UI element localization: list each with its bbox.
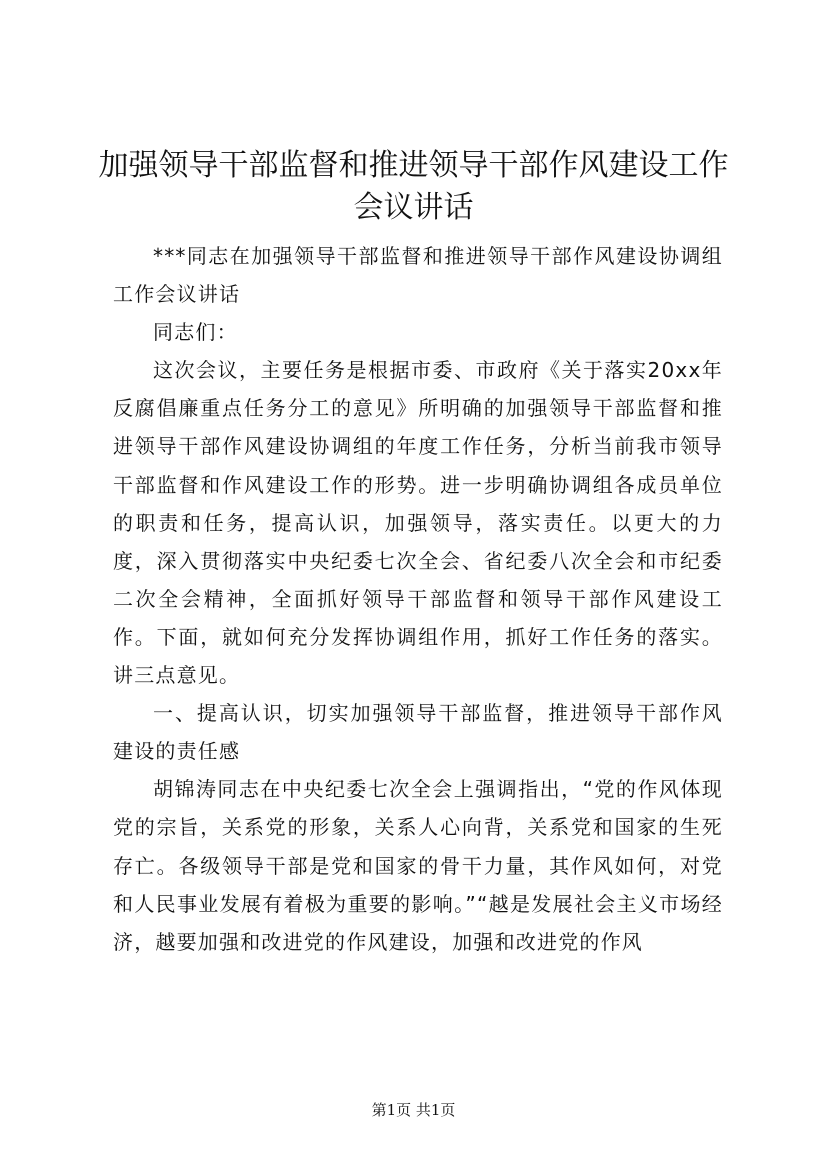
paragraph-section-heading: 一、提高认识，切实加强领导干部监督，推进领导干部作风建设的责任感 [113, 701, 723, 764]
paragraph-greeting: 同志们： [153, 320, 238, 345]
document-body [113, 237, 723, 961]
document-title: 加强领导干部监督和推进领导干部作风建设工作会议讲话 [98, 148, 729, 225]
paragraph-speaker-line: ***同志在加强领导干部监督和推进领导干部作风建设协调组工作会议讲话 [113, 244, 723, 307]
paragraph-quote: 胡锦涛同志在中央纪委七次全会上强调指出，“党的作风体现党的宗旨，关系党的形象，关系人心向背，关系党和国家的生死存亡。各级领导干部是党和国家的骨干力量，其作风如何，对党和人民事业发展有着极为重要的影响。”“越是发展社会主义市场经济，越要加强和改进党的作风建设，加强和改进党的作风 [113, 777, 723, 954]
paragraph-meeting-purpose: 这次会议，主要任务是根据市委、市政府《关于落实20xx年反腐倡廉重点任务分工的意见》所明确的加强领导干部监督和推进领导干部作风建设协调组的年度工作任务，分析当前我市领导干部监督和作风建设工作的形势。进一步明确协调组各成员单位的职责和任务，提高认识，加强领导，落实责任。以更大的力度，深入贯彻落实中央纪委七次全会、省纪委八次全会和市纪委二次全会精神，全面抓好领导干部监督和领导干部作风建设工作。下面，就如何充分发挥协调组作用，抓好工作任务的落实。讲三点意见。 [113, 358, 723, 688]
page-footer: 第1页 共1页 [371, 1101, 456, 1119]
